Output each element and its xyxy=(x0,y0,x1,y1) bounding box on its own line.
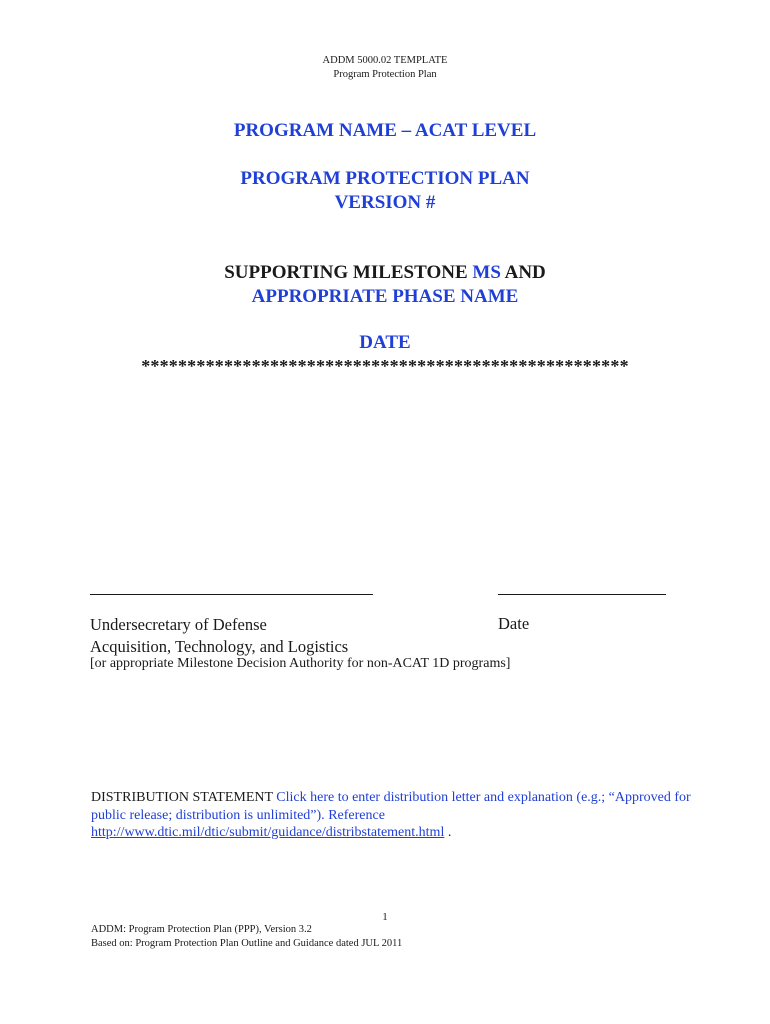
date-title: DATE xyxy=(359,332,411,353)
phase-name-title: APPROPRIATE PHASE NAME xyxy=(251,286,519,307)
reference-label: Reference xyxy=(328,807,385,823)
date-line xyxy=(498,594,666,595)
milestone-title-block xyxy=(0,261,770,309)
milestone-authority-note: [or appropriate Milestone Decision Authority for non-ACAT 1D programs] xyxy=(90,656,511,671)
plan-name-title: PROGRAM PROTECTION PLAN xyxy=(240,168,530,189)
program-name-title: PROGRAM NAME – ACAT LEVEL xyxy=(233,120,537,141)
plan-title-block xyxy=(0,167,770,215)
supporting-suffix: AND xyxy=(500,262,546,283)
footer-line-2: Based on: Program Protection Plan Outline and Guidance dated JUL 2011 xyxy=(91,938,403,949)
signatory-office: Acquisition, Technology, and Logistics xyxy=(90,637,349,656)
distribution-label: DISTRIBUTION STATEMENT xyxy=(91,790,273,805)
header-line-1: ADDM 5000.02 TEMPLATE xyxy=(322,55,448,66)
page-footer xyxy=(91,923,402,951)
header-line-2: Program Protection Plan xyxy=(333,69,437,80)
milestone-placeholder: MS xyxy=(472,262,501,283)
signatory-title: Undersecretary of Defense xyxy=(90,615,267,634)
signature-line xyxy=(90,594,373,595)
signatory-block xyxy=(90,614,348,658)
version-title: VERSION # xyxy=(334,192,436,213)
supporting-prefix: SUPPORTING MILESTONE xyxy=(224,262,473,283)
page-header xyxy=(0,54,770,82)
signature-date-label: Date xyxy=(498,614,530,633)
distribution-placeholder[interactable]: Click here to enter distribution letter and explanation (e.g.; “Approved for public release; distribution is unlimited”). xyxy=(91,790,691,823)
page-number: 1 xyxy=(382,911,388,923)
distribution-statement xyxy=(91,789,691,842)
distribution-trailing: . xyxy=(447,825,452,840)
asterisk-separator: ***************************************************** xyxy=(141,356,629,376)
footer-line-1: ADDM: Program Protection Plan (PPP), Version 3.2 xyxy=(91,924,312,935)
distribution-guidance-link[interactable]: http://www.dtic.mil/dtic/submit/guidance/distribstatement.html xyxy=(91,825,445,840)
supporting-milestone-line xyxy=(0,261,770,285)
